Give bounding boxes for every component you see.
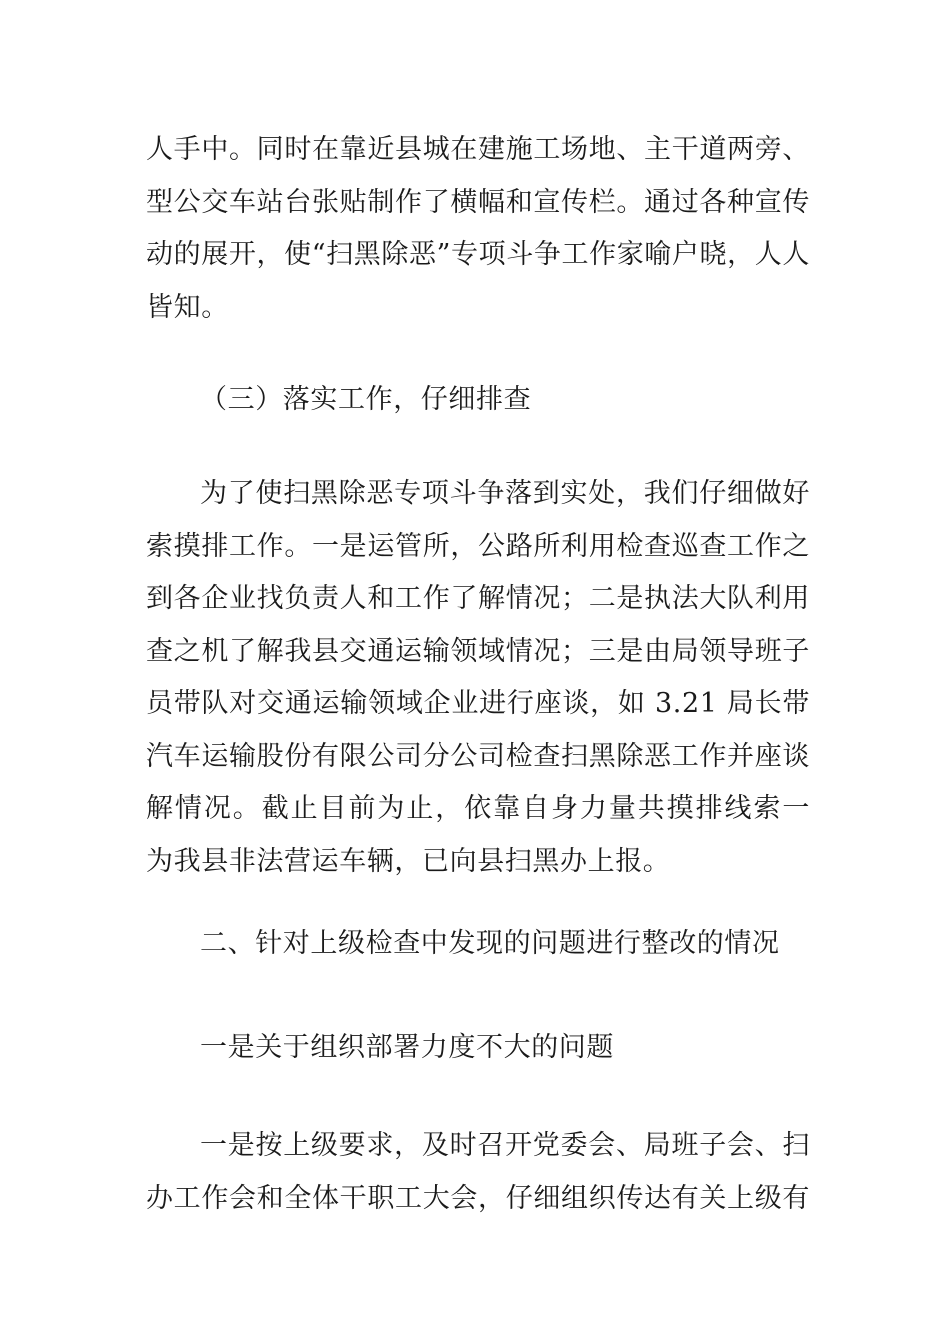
text-line: 查之机了解我县交通运输领域情况；三是由局领导班子	[146, 635, 810, 667]
text-line: 员带队对交通运输领域企业进行座谈，如 3.21 局长带	[146, 688, 810, 719]
heading-text: 一是关于组织部署力度不大的问题	[200, 1032, 614, 1063]
text-line: 汽车运输股份有限公司分公司检查扫黑除恶工作并座谈	[146, 740, 810, 772]
text-line: 为我县非法营运车辆，已向县扫黑办上报。	[146, 845, 671, 877]
text-line: 型公交车站台张贴制作了横幅和宣传栏。通过各种宣传	[146, 186, 810, 218]
subsection-heading	[146, 1022, 810, 1075]
text-line: 皆知。	[146, 291, 229, 323]
text-line: 办工作会和全体干职工大会，仔细组织传达有关上级有	[146, 1182, 810, 1214]
text-line: 一是按上级要求，及时召开党委会、局班子会、扫	[200, 1130, 810, 1161]
paragraph-meetings	[146, 1120, 810, 1225]
text-line: 为了使扫黑除恶专项斗争落到实处，我们仔细做好	[200, 478, 810, 509]
paragraph-clue-investigation	[146, 468, 810, 888]
section-heading-3	[146, 374, 810, 427]
text-line: 人手中。同时在靠近县城在建施工场地、主干道两旁、	[146, 134, 810, 165]
text-line: 索摸排工作。一是运管所，公路所利用检查巡查工作之	[146, 530, 810, 562]
heading-text: 二、针对上级检查中发现的问题进行整改的情况	[200, 928, 780, 959]
text-line: 解情况。截止目前为止，依靠自身力量共摸排线索一	[146, 793, 810, 824]
text-line: 动的展开，使“扫黑除恶”专项斗争工作家喻户晓，人人	[146, 239, 810, 270]
paragraph-publicity-continuation	[146, 124, 810, 334]
heading-text: （三）落实工作，仔细排查	[200, 384, 532, 415]
section-heading-2	[146, 918, 810, 971]
text-line: 到各企业找负责人和工作了解情况；二是执法大队利用	[146, 583, 810, 614]
